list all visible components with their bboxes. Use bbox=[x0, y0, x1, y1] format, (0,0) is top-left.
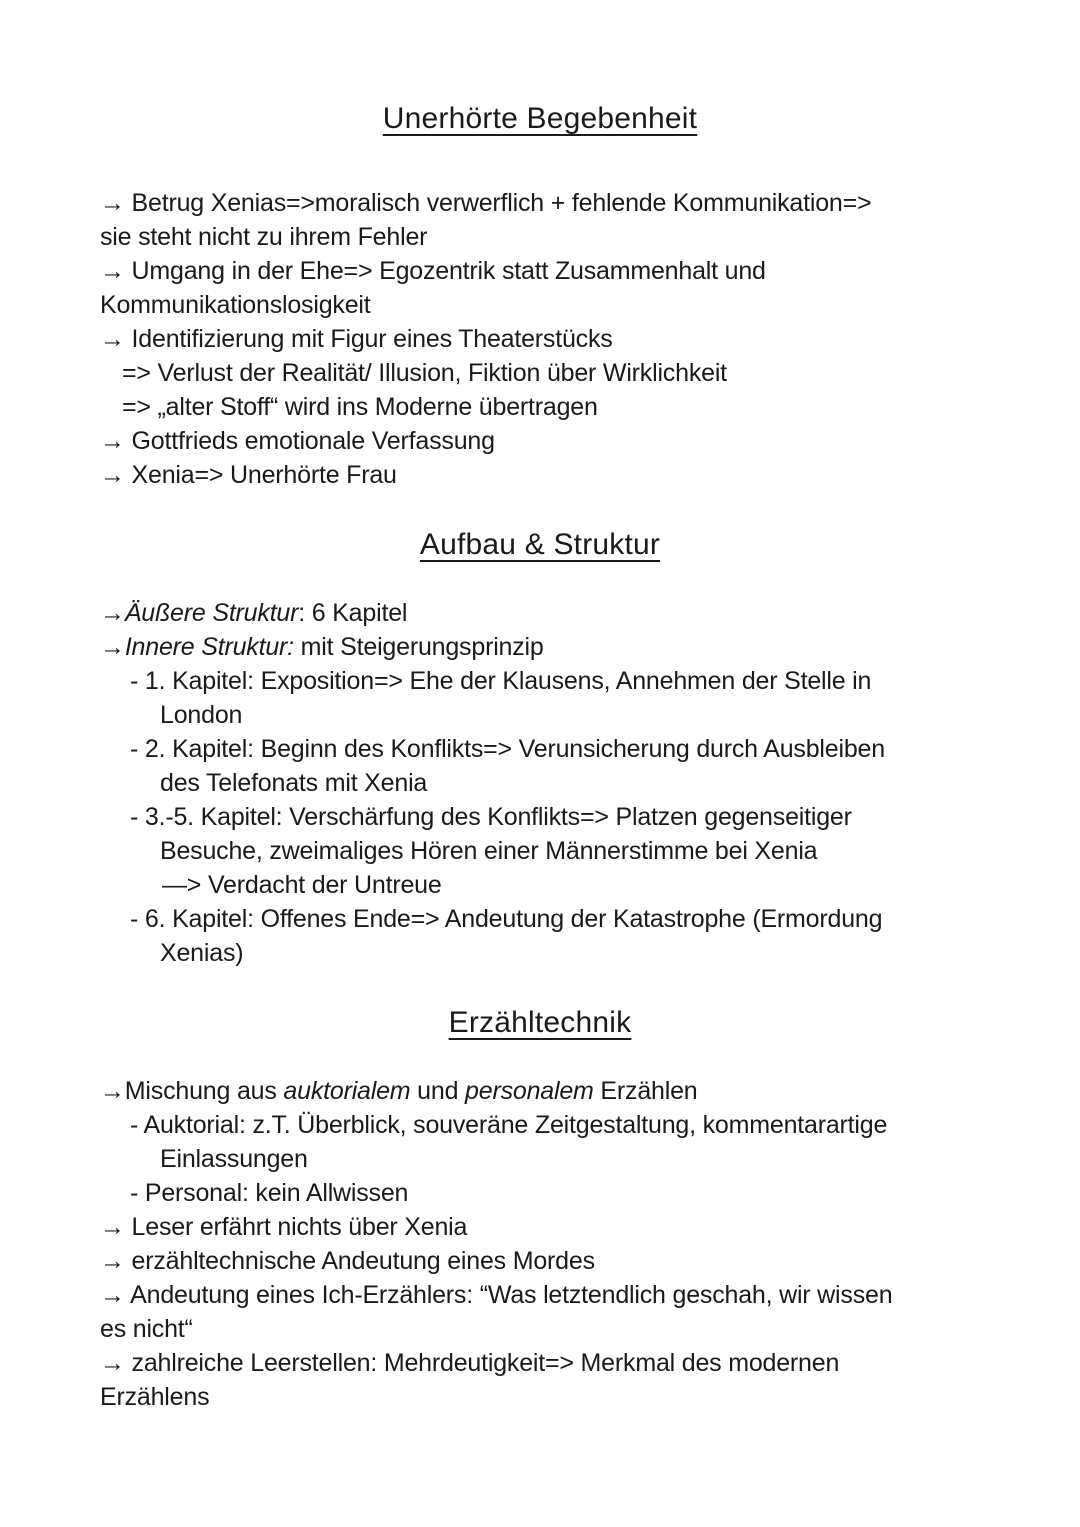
note-line bbox=[100, 664, 980, 698]
note-line bbox=[100, 766, 980, 800]
note-text: - 6. Kapitel: Offenes Ende=> Andeutung der Katastrophe (Ermordung bbox=[130, 905, 883, 933]
note-line bbox=[100, 630, 980, 664]
note-text: Erzählen bbox=[593, 1077, 698, 1105]
note-line bbox=[100, 1346, 980, 1380]
note-line bbox=[100, 254, 980, 288]
note-line bbox=[100, 596, 980, 630]
note-text: - Auktorial: z.T. Überblick, souveräne Zeitgestaltung, kommentarartige bbox=[130, 1111, 888, 1139]
note-line bbox=[100, 424, 980, 458]
note-text: - 1. Kapitel: Exposition=> Ehe der Klausens, Annehmen der Stelle in bbox=[130, 667, 872, 695]
note-line bbox=[100, 732, 980, 766]
note-line bbox=[100, 698, 980, 732]
section-lines bbox=[100, 1074, 980, 1414]
note-line bbox=[100, 1108, 980, 1142]
note-text: - 2. Kapitel: Beginn des Konflikts=> Verunsicherung durch Ausbleiben bbox=[130, 735, 885, 763]
note-line bbox=[100, 1380, 980, 1414]
note-text: Kommunikationslosigkeit bbox=[100, 291, 371, 319]
note-line bbox=[100, 1278, 980, 1312]
note-line bbox=[100, 1210, 980, 1244]
emphasized-text: personalem bbox=[465, 1077, 594, 1105]
note-text: und bbox=[410, 1077, 466, 1105]
note-text: mit Steigerungsprinzip bbox=[293, 633, 544, 661]
section-erzaehltechnik bbox=[100, 1002, 980, 1414]
section-lines bbox=[100, 596, 980, 970]
section-unerhoerte-begebenheit bbox=[100, 98, 980, 492]
section-lines bbox=[100, 186, 980, 492]
emphasized-text: Äußere Struktur bbox=[124, 599, 299, 627]
section-title-text: Erzähltechnik bbox=[448, 1006, 632, 1039]
note-text: - Personal: kein Allwissen bbox=[130, 1179, 409, 1207]
note-line bbox=[100, 356, 980, 390]
note-line bbox=[100, 1312, 980, 1346]
note-text: —> Verdacht der Untreue bbox=[162, 871, 442, 899]
section-heading bbox=[100, 524, 980, 566]
note-text: des Telefonats mit Xenia bbox=[160, 769, 428, 797]
note-text: → zahlreiche Leerstellen: Mehrdeutigkeit=> Merkmal des modernen bbox=[100, 1349, 840, 1377]
note-line bbox=[100, 288, 980, 322]
section-title-text: Aufbau & Struktur bbox=[419, 528, 661, 561]
note-text: : 6 Kapitel bbox=[298, 599, 408, 627]
note-text: London bbox=[160, 701, 243, 729]
emphasized-text: Innere Struktur: bbox=[124, 633, 294, 661]
note-text: → Betrug Xenias=>moralisch verwerflich + fehlende Kommunikation=> bbox=[100, 189, 872, 217]
note-text: → Leser erfährt nichts über Xenia bbox=[100, 1213, 468, 1241]
note-text: es nicht“ bbox=[100, 1315, 193, 1343]
section-heading bbox=[100, 98, 980, 140]
note-line bbox=[100, 186, 980, 220]
note-text: Xenias) bbox=[160, 939, 244, 967]
section-heading bbox=[100, 1002, 980, 1044]
note-text: - 3.-5. Kapitel: Verschärfung des Konflikts=> Platzen gegenseitiger bbox=[130, 803, 852, 831]
note-line bbox=[100, 458, 980, 492]
note-text: => Verlust der Realität/ Illusion, Fiktion über Wirklichkeit bbox=[122, 359, 727, 387]
note-line bbox=[100, 220, 980, 254]
note-line bbox=[100, 390, 980, 424]
note-text: → Umgang in der Ehe=> Egozentrik statt Zusammenhalt und bbox=[100, 257, 766, 285]
note-text: → bbox=[100, 599, 125, 627]
note-text: → Gottfrieds emotionale Verfassung bbox=[100, 427, 495, 455]
section-aufbau-struktur bbox=[100, 524, 980, 970]
note-text: → Andeutung eines Ich-Erzählers: “Was letztendlich geschah, wir wissen bbox=[100, 1281, 893, 1309]
note-text: Erzählens bbox=[100, 1383, 210, 1411]
note-line bbox=[100, 322, 980, 356]
note-text: → Identifizierung mit Figur eines Theaterstücks bbox=[100, 325, 613, 353]
note-text: → bbox=[100, 633, 125, 661]
note-line bbox=[100, 902, 980, 936]
note-line bbox=[100, 1074, 980, 1108]
note-text: => „alter Stoff“ wird ins Moderne übertragen bbox=[122, 393, 598, 421]
note-line bbox=[100, 1176, 980, 1210]
note-text: sie steht nicht zu ihrem Fehler bbox=[100, 223, 428, 251]
note-text: Einlassungen bbox=[160, 1145, 308, 1173]
note-line bbox=[100, 834, 980, 868]
emphasized-text: auktorialem bbox=[283, 1077, 411, 1105]
note-text: Besuche, zweimaliges Hören einer Männerstimme bei Xenia bbox=[160, 837, 818, 865]
note-line bbox=[100, 1244, 980, 1278]
note-line bbox=[100, 800, 980, 834]
note-line bbox=[100, 1142, 980, 1176]
note-text: → Xenia=> Unerhörte Frau bbox=[100, 461, 397, 489]
note-text: →Mischung aus bbox=[100, 1077, 284, 1105]
note-line bbox=[100, 936, 980, 970]
note-text: → erzähltechnische Andeutung eines Mordes bbox=[100, 1247, 595, 1275]
note-line bbox=[100, 868, 980, 902]
section-title-text: Unerhörte Begebenheit bbox=[382, 102, 698, 135]
